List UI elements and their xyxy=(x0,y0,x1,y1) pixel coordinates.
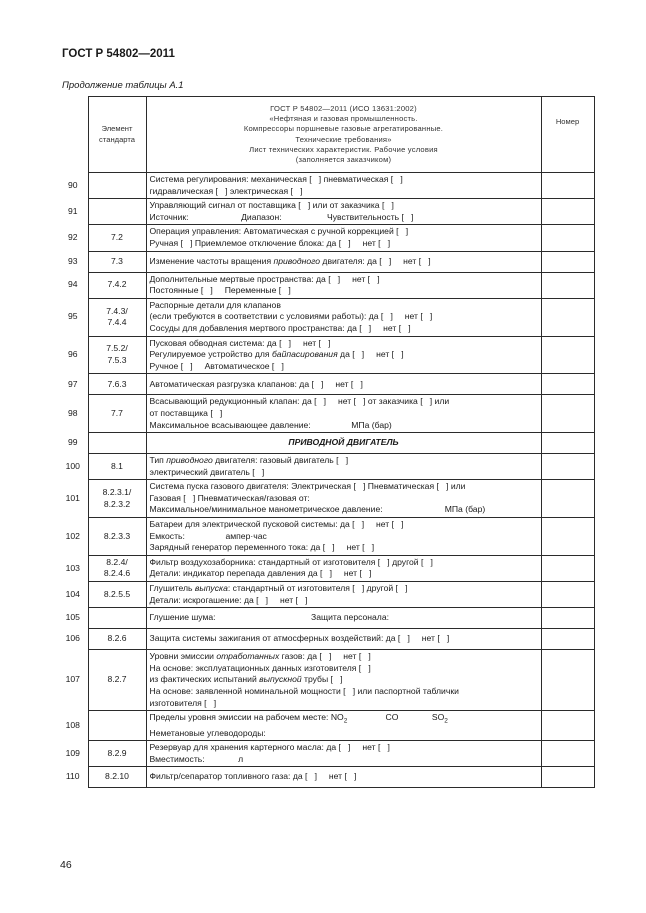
row-number-value xyxy=(541,518,594,556)
row-number-value xyxy=(541,629,594,650)
row-element: 8.2.6 xyxy=(88,629,146,650)
row-element: 7.4.2 xyxy=(88,272,146,298)
row-element: 8.1 xyxy=(88,454,146,480)
row-number: 102 xyxy=(58,518,88,556)
table-row xyxy=(58,741,594,767)
row-number: 94 xyxy=(58,272,88,298)
row-element: 8.2.3.3 xyxy=(88,518,146,556)
row-number: 107 xyxy=(58,650,88,711)
table-row xyxy=(58,711,594,741)
row-element: 8.2.9 xyxy=(88,741,146,767)
row-description: Пределы уровня эмиссии на рабочем месте: $NO_2$ CO $SO_2$ Неметановые углеводороды: xyxy=(146,711,541,741)
row-number: 103 xyxy=(58,555,88,581)
row-element: 7.7 xyxy=(88,395,146,433)
row-description: Изменение частоты вращения приводного двигателя: да [ ] нет [ ] xyxy=(146,251,541,272)
header-number-col: Номер xyxy=(541,97,594,173)
table-row xyxy=(58,374,594,395)
row-element: 7.6.3 xyxy=(88,374,146,395)
row-number: 104 xyxy=(58,582,88,608)
row-number-value xyxy=(541,608,594,629)
header-title-line: (заполняется заказчиком) xyxy=(295,154,392,164)
row-number-value xyxy=(541,767,594,788)
table-row xyxy=(58,767,594,788)
row-element: 7.2 xyxy=(88,225,146,251)
header-title-line: Технические требования» xyxy=(295,134,392,144)
header-title xyxy=(146,97,541,173)
row-number-value xyxy=(541,173,594,199)
table-row xyxy=(58,650,594,711)
table-row xyxy=(58,251,594,272)
row-description: Дополнительные мертвые пространства: да [ ] нет [ ] Постоянные [ ] Переменные [ ] xyxy=(146,272,541,298)
table-row xyxy=(58,582,594,608)
row-number: 92 xyxy=(58,225,88,251)
row-element xyxy=(88,199,146,225)
row-description: Резервуар для хранения картерного масла: да [ ] нет [ ] Вместимость: л xyxy=(146,741,541,767)
row-description: Распорные детали для клапанов (если требуются в соответствии с условиями работы): да [ ] нет [ ] Сосуды для добавления мертвого пространства: да [ ] нет [ ] xyxy=(146,298,541,336)
row-element: 8.2.5.5 xyxy=(88,582,146,608)
page-number: 46 xyxy=(60,859,72,871)
row-number: 98 xyxy=(58,395,88,433)
row-number: 100 xyxy=(58,454,88,480)
table-row xyxy=(58,454,594,480)
row-description: Глушитель выпуска: стандартный от изготовителя [ ] другой [ ] Детали: искрогашение: да [ ] нет [ ] xyxy=(146,582,541,608)
row-number-value xyxy=(541,199,594,225)
header-number-gap xyxy=(58,97,88,173)
table-row xyxy=(58,629,594,650)
row-number: 101 xyxy=(58,480,88,518)
row-number: 109 xyxy=(58,741,88,767)
row-element: 8.2.3.1/ 8.2.3.2 xyxy=(88,480,146,518)
table-row xyxy=(58,272,594,298)
row-description: Фильтр/сепаратор топливного газа: да [ ] нет [ ] xyxy=(146,767,541,788)
row-number: 93 xyxy=(58,251,88,272)
row-number-value xyxy=(541,336,594,374)
row-number: 95 xyxy=(58,298,88,336)
row-description: Система пуска газового двигателя: Электрическая [ ] Пневматическая [ ] или Газовая [ ] Пневматическая/газовая от: Максимальное/минимальное манометрическое давление: МПа (бар) xyxy=(146,480,541,518)
table-row xyxy=(58,555,594,581)
row-number-value xyxy=(541,582,594,608)
row-element: 7.5.2/ 7.5.3 xyxy=(88,336,146,374)
row-description: Управляющий сигнал от поставщика [ ] или от заказчика [ ] Источник: Диапазон: Чувствительность [ ] xyxy=(146,199,541,225)
row-number-value xyxy=(541,225,594,251)
row-number: 91 xyxy=(58,199,88,225)
table-row xyxy=(58,433,594,454)
row-description: Фильтр воздухозаборника: стандартный от изготовителя [ ] другой [ ] Детали: индикатор перепада давления да [ ] нет [ ] xyxy=(146,555,541,581)
row-description: Система регулирования: механическая [ ] пневматическая [ ] гидравлическая [ ] электрическая [ ] xyxy=(146,173,541,199)
row-number-value xyxy=(541,374,594,395)
row-description: Глушение шума: Защита персонала: xyxy=(146,608,541,629)
row-element: 8.2.10 xyxy=(88,767,146,788)
row-description: ПРИВОДНОЙ ДВИГАТЕЛЬ xyxy=(146,433,541,454)
row-number: 90 xyxy=(58,173,88,199)
row-description: Уровни эмиссии отработанных газов: да [ ] нет [ ] На основе: эксплуатационных данных изготовителя [ ] из фактических испытаний выпускной трубы [ ] На основе: заявленной номинальной мощности [ ] или паспортной таблички изготовителя [ ] xyxy=(146,650,541,711)
table-row xyxy=(58,173,594,199)
header-title-line: ГОСТ Р 54802—2011 (ИСО 13631:2002) xyxy=(270,103,417,113)
row-element: 8.2.4/ 8.2.4.6 xyxy=(88,555,146,581)
row-number: 97 xyxy=(58,374,88,395)
table-header-row xyxy=(58,97,594,173)
row-element xyxy=(88,608,146,629)
row-description: Операция управления: Автоматическая с ручной коррекцией [ ] Ручная [ ] Приемлемое отключение блока: да [ ] нет [ ] xyxy=(146,225,541,251)
table-row xyxy=(58,608,594,629)
row-number-value xyxy=(541,711,594,741)
row-number-value xyxy=(541,272,594,298)
table-row xyxy=(58,199,594,225)
row-number-value xyxy=(541,454,594,480)
row-number-value xyxy=(541,650,594,711)
header-element: Элемент стандарта xyxy=(88,97,146,173)
table-continuation-caption: Продолжение таблицы А.1 xyxy=(62,80,184,91)
row-number: 106 xyxy=(58,629,88,650)
table-row xyxy=(58,395,594,433)
row-number-value xyxy=(541,251,594,272)
row-description: Автоматическая разгрузка клапанов: да [ ] нет [ ] xyxy=(146,374,541,395)
row-element xyxy=(88,173,146,199)
row-element: 7.3 xyxy=(88,251,146,272)
row-number: 96 xyxy=(58,336,88,374)
row-number: 110 xyxy=(58,767,88,788)
row-description: Защита системы зажигания от атмосферных воздействий: да [ ] нет [ ] xyxy=(146,629,541,650)
row-number-value xyxy=(541,741,594,767)
row-element xyxy=(88,711,146,741)
row-description: Всасывающий редукционный клапан: да [ ] нет [ ] от заказчика [ ] или от поставщика [ ] Максимальное всасывающее давление: МПа (бар) xyxy=(146,395,541,433)
row-number-value xyxy=(541,433,594,454)
row-number: 105 xyxy=(58,608,88,629)
header-title-line: Компрессоры поршневые газовые агрегатированные. xyxy=(243,124,444,134)
specification-table xyxy=(58,96,595,788)
row-number-value xyxy=(541,298,594,336)
table-row xyxy=(58,336,594,374)
row-element: 8.2.7 xyxy=(88,650,146,711)
table-row xyxy=(58,480,594,518)
row-description: Пусковая обводная система: да [ ] нет [ ] Регулируемое устройство для байпасирования да [ ] нет [ ] Ручное [ ] Автоматическое [ ] xyxy=(146,336,541,374)
row-number: 108 xyxy=(58,711,88,741)
table-row xyxy=(58,225,594,251)
row-number: 99 xyxy=(58,433,88,454)
table-row xyxy=(58,298,594,336)
row-element: 7.4.3/ 7.4.4 xyxy=(88,298,146,336)
row-description: Батареи для электрической пусковой системы: да [ ] нет [ ] Емкость: ампер·час Зарядный генератор переменного тока: да [ ] нет [ ] xyxy=(146,518,541,556)
header-title-line: «Нефтяная и газовая промышленность. xyxy=(269,114,418,124)
row-number-value xyxy=(541,555,594,581)
row-number-value xyxy=(541,480,594,518)
row-number-value xyxy=(541,395,594,433)
table-row xyxy=(58,518,594,556)
document-title: ГОСТ Р 54802—2011 xyxy=(62,48,175,60)
row-element xyxy=(88,433,146,454)
header-title-line: Лист технических характеристик. Рабочие условия xyxy=(249,144,438,154)
row-description: Тип приводного двигателя: газовый двигатель [ ] электрический двигатель [ ] xyxy=(146,454,541,480)
